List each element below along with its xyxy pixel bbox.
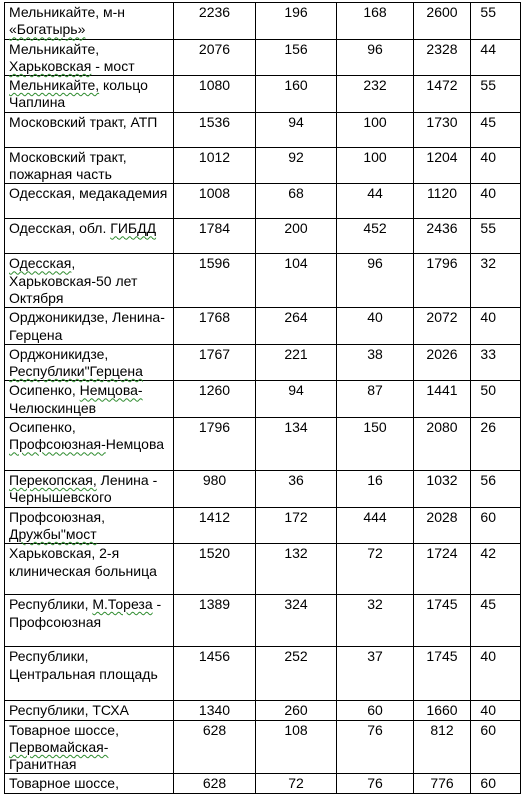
table-row [5, 774, 521, 793]
value-cell-4: 776 [414, 774, 471, 793]
value-cell-1: 1536 [174, 112, 256, 147]
value-cell-2: 172 [256, 507, 337, 544]
value-cell-4: 2072 [414, 308, 471, 345]
value-cell-1: 1080 [174, 76, 256, 113]
value-cell-3: 96 [337, 39, 414, 76]
value-cell-2: 132 [256, 544, 337, 595]
location-text: Товарное шоссе, Первомайская-Гранитная [9, 721, 119, 773]
value-cell-3: 452 [337, 219, 414, 254]
value-cell-3: 44 [337, 184, 414, 219]
value-cell-5: 55 [471, 219, 521, 254]
value-cell-5: 45 [471, 112, 521, 147]
value-cell-3: 40 [337, 308, 414, 345]
value-cell-1: 2236 [174, 3, 256, 40]
location-cell [5, 471, 174, 508]
value-cell-1: 1012 [174, 147, 256, 184]
location-text: Республики, М.Тореза - Профсоюзная [9, 596, 162, 630]
value-cell-5: 56 [471, 471, 521, 508]
location-text: Товарное шоссе, [9, 775, 119, 792]
location-text: Московский тракт, АТП [9, 113, 158, 130]
table-row [5, 544, 521, 595]
value-cell-2: 264 [256, 308, 337, 345]
spellcheck-mark: Мельникайте, [9, 77, 100, 94]
table-row [5, 507, 521, 544]
spellcheck-mark: Республики"Герцена [9, 363, 143, 380]
value-cell-2: 94 [256, 381, 337, 418]
value-cell-5: 60 [471, 774, 521, 793]
location-text: Харьковская, 2-я клиническая больница [9, 545, 157, 579]
location-cell [5, 720, 174, 774]
location-text: Профсоюзная, Дружбы"мост [9, 508, 106, 542]
value-cell-5: 26 [471, 418, 521, 471]
location-cell [5, 774, 174, 793]
value-cell-3: 72 [337, 544, 414, 595]
table-body [5, 3, 521, 794]
value-cell-2: 68 [256, 184, 337, 219]
value-cell-5: 40 [471, 308, 521, 345]
location-cell [5, 595, 174, 647]
spellcheck-mark: М.Тореза [92, 596, 153, 613]
value-cell-4: 1472 [414, 76, 471, 113]
location-text: Республики, Центральная площадь [9, 648, 158, 682]
value-cell-2: 221 [256, 344, 337, 381]
value-cell-4: 1796 [414, 254, 471, 308]
value-cell-1: 1389 [174, 595, 256, 647]
value-cell-4: 2600 [414, 3, 471, 40]
value-cell-1: 1340 [174, 701, 256, 720]
value-cell-3: 100 [337, 147, 414, 184]
value-cell-3: 87 [337, 381, 414, 418]
value-cell-1: 980 [174, 471, 256, 508]
value-cell-1: 1456 [174, 647, 256, 701]
spellcheck-mark: Первомайская- [9, 738, 109, 755]
value-cell-4: 1120 [414, 184, 471, 219]
location-cell [5, 418, 174, 471]
table-row [5, 112, 521, 147]
value-cell-3: 150 [337, 418, 414, 471]
value-cell-5: 40 [471, 184, 521, 219]
value-cell-1: 2076 [174, 39, 256, 76]
value-cell-4: 1441 [414, 381, 471, 418]
value-cell-2: 324 [256, 595, 337, 647]
location-text: Мельникайте, кольцо Чаплина [9, 77, 148, 111]
location-cell [5, 39, 174, 76]
value-cell-5: 42 [471, 544, 521, 595]
value-cell-3: 32 [337, 595, 414, 647]
value-cell-1: 1796 [174, 418, 256, 471]
value-cell-1: 1596 [174, 254, 256, 308]
value-cell-4: 2080 [414, 418, 471, 471]
value-cell-2: 104 [256, 254, 337, 308]
table-row [5, 720, 521, 774]
location-cell [5, 112, 174, 147]
table-row [5, 381, 521, 418]
value-cell-5: 40 [471, 701, 521, 720]
value-cell-2: 92 [256, 147, 337, 184]
location-text: Республики, ТСХА [9, 702, 129, 719]
value-cell-2: 72 [256, 774, 337, 793]
location-text: Осипенко, Профсоюзная-Немцова [9, 419, 165, 453]
value-cell-4: 2028 [414, 507, 471, 544]
value-cell-1: 628 [174, 774, 256, 793]
value-cell-3: 444 [337, 507, 414, 544]
value-cell-3: 96 [337, 254, 414, 308]
table-row [5, 3, 521, 40]
value-cell-5: 45 [471, 595, 521, 647]
location-text: Мельникайте, Харьковская - мост [9, 40, 135, 74]
location-text: Орджоникидзе, Ленина-Герцена [9, 309, 165, 343]
value-cell-4: 812 [414, 720, 471, 774]
location-cell [5, 76, 174, 113]
value-cell-4: 1660 [414, 701, 471, 720]
table-row [5, 308, 521, 345]
value-cell-4: 2026 [414, 344, 471, 381]
value-cell-2: 200 [256, 219, 337, 254]
document-page [4, 2, 520, 794]
location-text: Орджоникидзе, Республики"Герцена [9, 345, 143, 380]
value-cell-1: 1784 [174, 219, 256, 254]
location-cell [5, 308, 174, 345]
location-cell [5, 184, 174, 219]
value-cell-4: 2328 [414, 39, 471, 76]
value-cell-3: 60 [337, 701, 414, 720]
value-cell-5: 40 [471, 647, 521, 701]
value-cell-1: 1260 [174, 381, 256, 418]
value-cell-1: 628 [174, 720, 256, 774]
location-text: Перекопская, Ленина - Чернышевского [9, 472, 158, 506]
value-cell-2: 252 [256, 647, 337, 701]
table-row [5, 595, 521, 647]
value-cell-4: 1745 [414, 595, 471, 647]
value-cell-2: 260 [256, 701, 337, 720]
table-row [5, 647, 521, 701]
location-text: Мельникайте, м-н «Богатырь» [9, 4, 126, 38]
table-row [5, 219, 521, 254]
location-text: Осипенко, Немцова-Челюскинцев [9, 382, 143, 416]
spellcheck-mark: Харьковская [9, 57, 92, 74]
traffic-table [4, 2, 521, 794]
table-row [5, 147, 521, 184]
value-cell-1: 1520 [174, 544, 256, 595]
location-cell [5, 254, 174, 308]
table-row [5, 39, 521, 76]
location-cell [5, 507, 174, 544]
spellcheck-mark: Немцова- [79, 382, 143, 399]
location-cell [5, 147, 174, 184]
table-row [5, 701, 521, 720]
spellcheck-mark: Профсоюзная- [9, 436, 106, 453]
location-text: Московский тракт, пожарная часть [9, 148, 127, 183]
value-cell-3: 76 [337, 774, 414, 793]
value-cell-5: 60 [471, 720, 521, 774]
value-cell-2: 94 [256, 112, 337, 147]
value-cell-5: 60 [471, 507, 521, 544]
value-cell-4: 1724 [414, 544, 471, 595]
location-cell [5, 701, 174, 720]
value-cell-5: 44 [471, 39, 521, 76]
value-cell-4: 1032 [414, 471, 471, 508]
location-cell [5, 647, 174, 701]
value-cell-4: 2436 [414, 219, 471, 254]
table-row [5, 184, 521, 219]
value-cell-1: 1767 [174, 344, 256, 381]
location-cell [5, 219, 174, 254]
location-cell [5, 3, 174, 40]
value-cell-3: 37 [337, 647, 414, 701]
value-cell-1: 1412 [174, 507, 256, 544]
location-cell [5, 544, 174, 595]
spellcheck-mark: Дружбы"мост [9, 525, 97, 542]
spellcheck-mark: Одесская [9, 255, 72, 272]
value-cell-5: 32 [471, 254, 521, 308]
table-row [5, 76, 521, 113]
location-cell [5, 344, 174, 381]
value-cell-3: 38 [337, 344, 414, 381]
location-text: Одесская, Харьковская-50 лет Октября [9, 255, 138, 306]
value-cell-1: 1768 [174, 308, 256, 345]
value-cell-1: 1008 [174, 184, 256, 219]
value-cell-2: 156 [256, 39, 337, 76]
value-cell-3: 16 [337, 471, 414, 508]
location-cell [5, 381, 174, 418]
value-cell-2: 196 [256, 3, 337, 40]
value-cell-4: 1730 [414, 112, 471, 147]
value-cell-3: 232 [337, 76, 414, 113]
value-cell-3: 100 [337, 112, 414, 147]
value-cell-2: 108 [256, 720, 337, 774]
value-cell-2: 36 [256, 471, 337, 508]
location-text: Одесская, обл. ГИБДД [9, 220, 157, 237]
location-text: Одесская, медакадемия [9, 185, 168, 202]
spellcheck-mark: Перекопская, [9, 472, 97, 489]
table-row [5, 418, 521, 471]
value-cell-2: 134 [256, 418, 337, 471]
table-row [5, 344, 521, 381]
value-cell-2: 160 [256, 76, 337, 113]
value-cell-5: 33 [471, 344, 521, 381]
table-row [5, 471, 521, 508]
value-cell-5: 55 [471, 76, 521, 113]
value-cell-5: 40 [471, 147, 521, 184]
table-row [5, 254, 521, 308]
value-cell-5: 50 [471, 381, 521, 418]
spellcheck-mark: «Богатырь» [9, 21, 86, 38]
value-cell-4: 1204 [414, 147, 471, 184]
value-cell-3: 76 [337, 720, 414, 774]
value-cell-3: 168 [337, 3, 414, 40]
spellcheck-mark: ГИБДД [110, 220, 157, 237]
value-cell-5: 55 [471, 3, 521, 40]
value-cell-4: 1745 [414, 647, 471, 701]
